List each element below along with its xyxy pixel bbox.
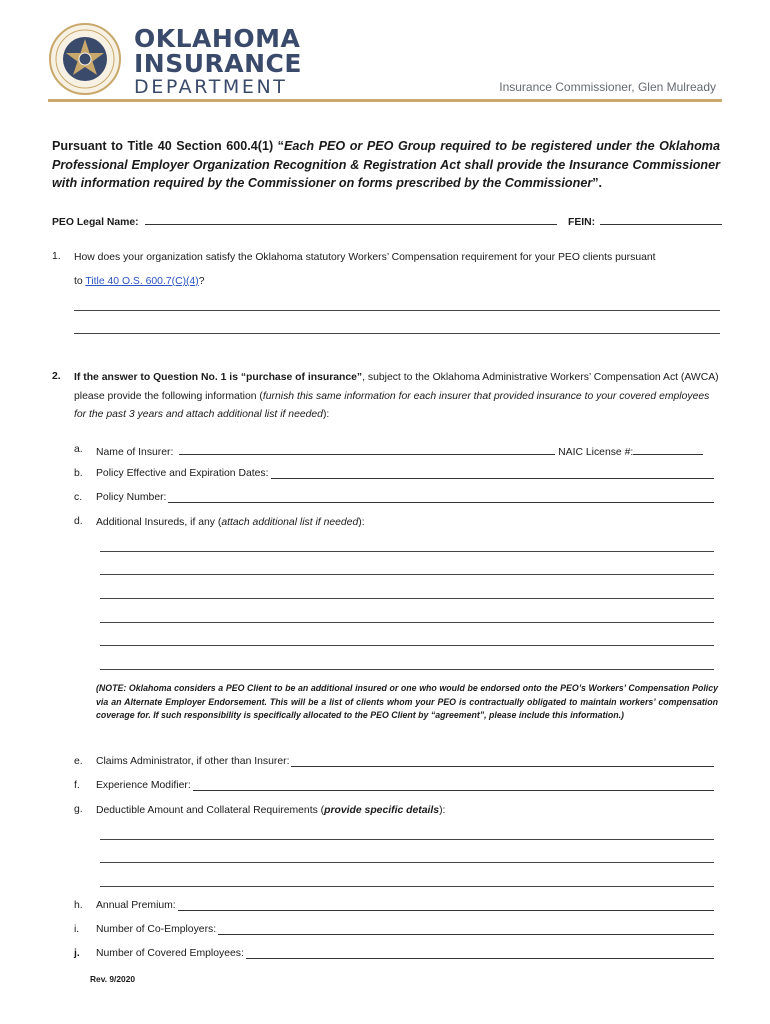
q2-text [74,369,720,425]
item-d-label-pre: Additional Insureds, if any ( [96,517,222,528]
co-employers-line[interactable] [218,924,714,935]
annual-premium-label: Annual Premium: [96,900,176,911]
item-a-letter: a. [74,444,83,455]
fein-label: FEIN: [568,217,596,228]
title-40-link[interactable]: Title 40 O.S. 600.7(C)(4) [85,276,199,287]
additional-insureds-label [96,516,365,530]
item-d-label-post: ): [358,517,365,528]
co-employers-label: Number of Co-Employers: [96,924,217,935]
org-line-3: DEPARTMENT [134,76,288,98]
item-i-letter: i. [74,924,80,935]
item-f-field[interactable] [96,780,714,791]
q1-text: How does your organization satisfy the Oklahoma statutory Workers’ Compensation requirement for your PEO clients pursuant [74,252,656,263]
q2-text2: ): [322,409,330,420]
policy-number-label: Policy Number: [96,492,167,503]
q1-text2-pre: to [74,276,86,287]
item-i-field[interactable] [96,924,714,935]
q2-bold: If the answer to Question No. 1 is “purchase of insurance” [74,372,363,383]
claims-administrator-line[interactable] [291,756,714,767]
policy-dates-line[interactable] [271,468,715,479]
item-j-letter: j. [74,948,80,959]
naic-license-line[interactable] [633,444,703,455]
additional-insureds-line-3[interactable] [100,598,714,599]
intro-quote: Each PEO or PEO Group required to be registered under the Oklahoma Professional Employer Organization Recognition & Registration Act shall provide the Insurance Commissioner with information required by the Commissioner on forms prescribed by the Commissioner [52,139,721,190]
q1-text2-post: ? [198,276,205,287]
annual-premium-line[interactable] [178,900,714,911]
revision-label: Rev. 9/2020 [90,974,136,984]
additional-insureds-line-1[interactable] [100,551,714,552]
item-g-letter: g. [74,804,83,815]
additional-insureds-line-4[interactable] [100,622,714,623]
policy-number-line[interactable] [168,492,714,503]
covered-employees-label: Number of Covered Employees: [96,948,244,959]
fein-field[interactable] [568,214,722,230]
peo-legal-name-label: PEO Legal Name: [52,217,139,228]
org-line-1: OKLAHOMA [134,24,301,53]
intro-paragraph [52,137,720,193]
header-divider [48,99,722,102]
item-e-letter: e. [74,756,83,767]
deductible-line-2[interactable] [100,862,714,863]
item-b-field[interactable] [96,468,714,479]
additional-insureds-line-6[interactable] [100,669,714,670]
additional-insureds-line-5[interactable] [100,645,714,646]
deductible-line-1[interactable] [100,839,714,840]
item-d-letter: d. [74,516,83,527]
claims-administrator-label: Claims Administrator, if other than Insurer: [96,756,290,767]
q1-text-line2 [74,275,205,289]
item-h-letter: h. [74,900,83,911]
intro-tail: ”. [592,176,603,190]
state-seal-icon [48,22,122,96]
item-f-letter: f. [74,780,80,791]
commissioner-name: Insurance Commissioner, Glen Mulready [499,80,716,94]
item-g-label-bold-italic: provide specific details [324,805,440,816]
item-g-label-pre: Deductible Amount and Collateral Requirements ( [96,805,325,816]
item-j-field[interactable] [96,948,714,959]
experience-modifier-label: Experience Modifier: [96,780,191,791]
fein-line[interactable] [600,214,722,225]
covered-employees-line[interactable] [246,948,714,959]
q2-number: 2. [52,371,61,382]
peo-legal-name-line[interactable] [145,214,557,225]
intro-lead: Pursuant to Title 40 Section 600.4(1) “ [52,139,284,153]
naic-license-label: NAIC License #: [558,447,634,458]
item-c-field[interactable] [96,492,714,503]
item-e-field[interactable] [96,756,714,767]
org-line-2: INSURANCE [134,49,302,78]
item-g-label-post: ): [439,805,446,816]
policy-dates-label: Policy Effective and Expiration Dates: [96,468,269,479]
item-d-label-italic: attach additional list if needed [221,517,359,528]
peo-client-note: (NOTE: Oklahoma considers a PEO Client to be an additional insured or one who would be endorsed onto the PEO’s Workers’ Compensation Policy via an Alternate Employer Endorsement. This will be a list of clients whom your PEO is contractually obligated to maintain workers’ compensation coverage for. If such responsibility is specifically allocated to the PEO Client by “agreement”, please include this information.) [96,683,718,721]
q2-italic: furnish this same information for each insurer that provided insurance to your covered employees for the past 3 years and attach additional list if needed [74,390,710,420]
deductible-label [96,804,445,818]
q1-answer-line-1[interactable] [74,310,720,311]
item-c-letter: c. [74,492,83,503]
peo-legal-name-field[interactable] [52,214,557,230]
q2-text1: , subject to the Oklahoma Administrative Workers’ Compensation Act (AWCA) please provide the following information ( [74,372,719,402]
q1-number: 1. [52,251,61,262]
deductible-line-3[interactable] [100,886,714,887]
experience-modifier-line[interactable] [193,780,714,791]
org-name [134,26,302,98]
item-h-field[interactable] [96,900,714,911]
insurer-name-label: Name of Insurer: [96,447,174,458]
q1-answer-line-2[interactable] [74,333,720,334]
item-a-field[interactable] [96,444,703,460]
insurer-name-line[interactable] [179,444,555,455]
additional-insureds-line-2[interactable] [100,574,714,575]
item-b-letter: b. [74,468,83,479]
